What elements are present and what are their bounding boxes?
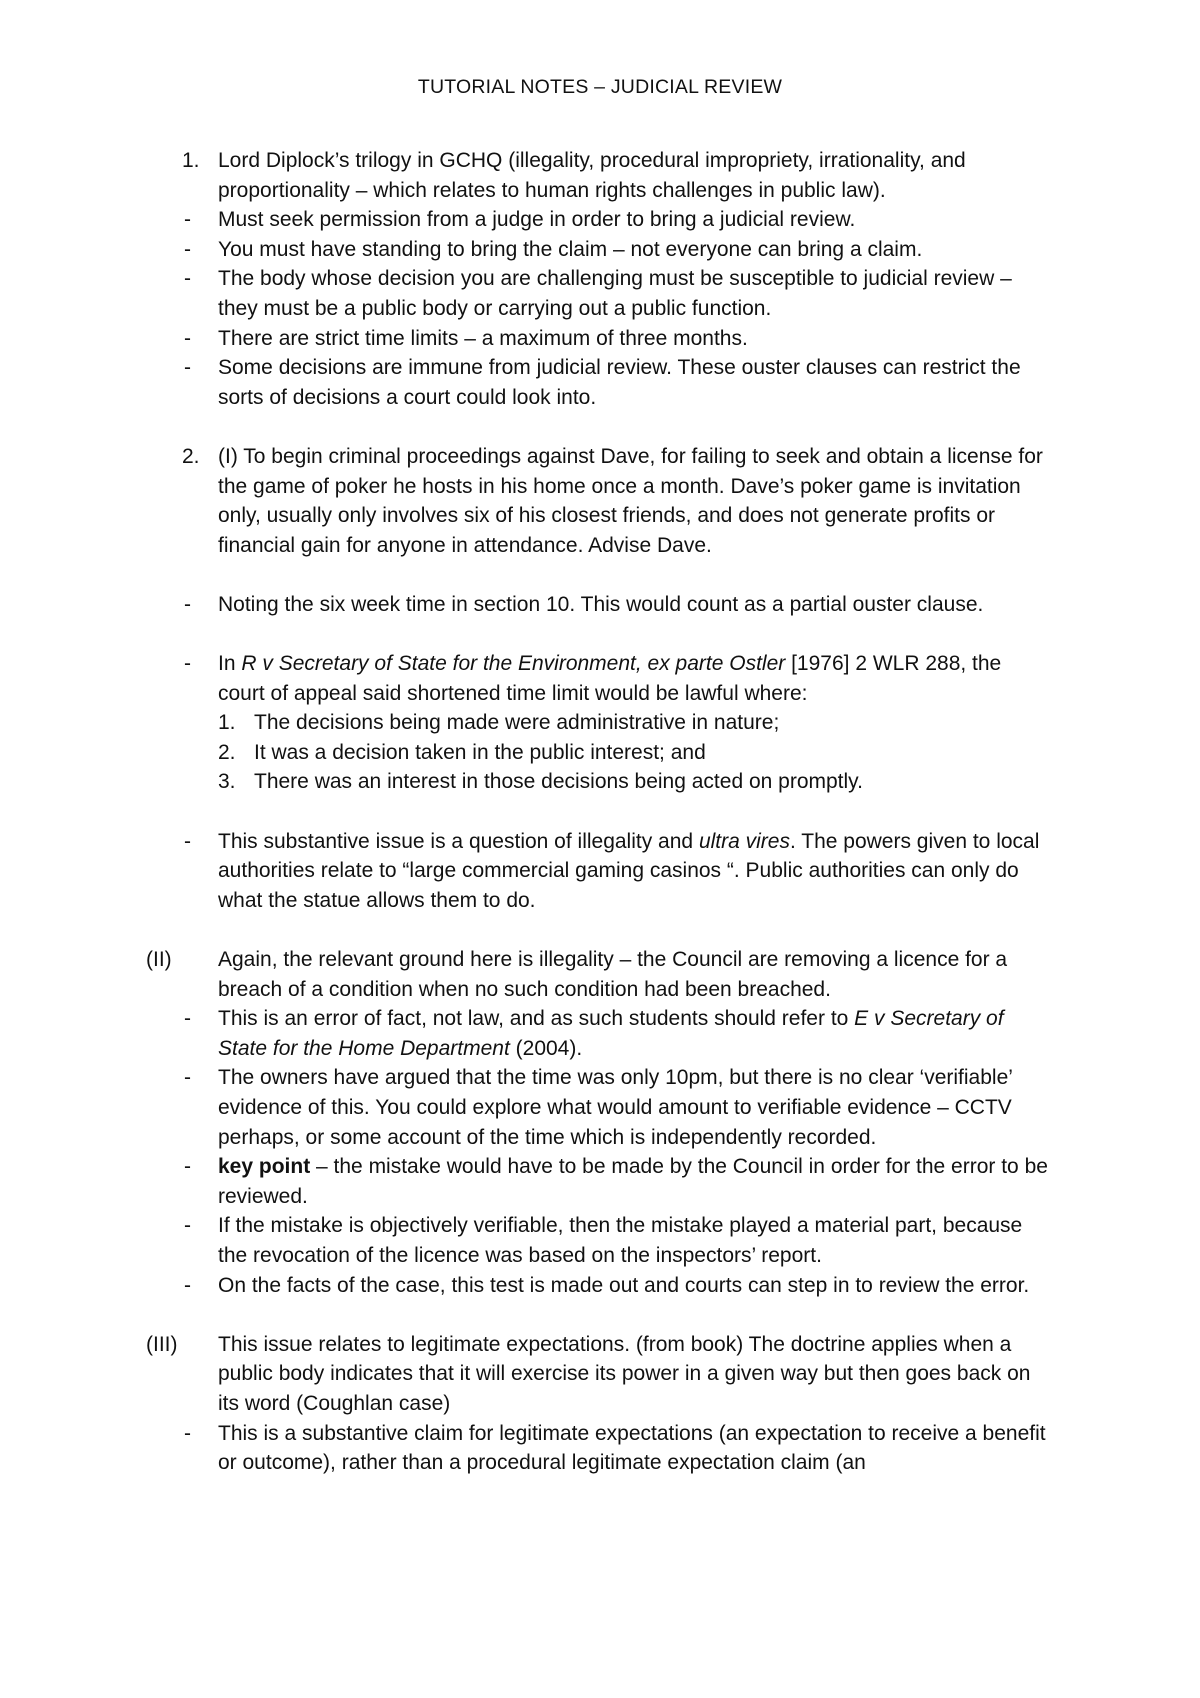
key-point-label: key point bbox=[218, 1155, 311, 1179]
bullet-text bbox=[218, 652, 1001, 705]
roman-numeral: (III) bbox=[146, 1332, 178, 1356]
bullet-item bbox=[0, 1419, 1200, 1478]
spacer bbox=[0, 915, 1200, 945]
text-run: . The powers given to local authorities relate to “large commercial gaming casinos “. Public authorities can only do what the statue allows them to do. bbox=[218, 829, 1040, 912]
text-run: (2004). bbox=[509, 1036, 583, 1060]
question-1 bbox=[0, 146, 1200, 205]
bullet-item bbox=[0, 353, 1200, 412]
case-name: E v Secretary of State for the Home Department bbox=[218, 1007, 1004, 1060]
text-run: [1976] 2 WLR 288, the court of appeal said shortened time limit would be lawful where: bbox=[218, 652, 1002, 705]
dash-marker: - bbox=[184, 592, 191, 616]
bullet-item bbox=[0, 235, 1200, 265]
bullet-item bbox=[0, 590, 1200, 620]
dash-marker: - bbox=[184, 829, 191, 853]
list-number: 1. bbox=[182, 149, 200, 172]
paragraph-text: (I) To begin criminal proceedings against Dave, for failing to seek and obtain a license for the game of poker he hosts in his home once a month. Dave’s poker game is invitation only, usually only involves six of his closest friends, and does not generate profits or financial gain for anyone in attendance. Advise Dave. bbox=[218, 444, 1043, 557]
question-2 bbox=[0, 442, 1200, 560]
bullet-text: If the mistake is objectively verifiable, then the mistake played a material part, because the revocation of the licence was based on the inspectors’ report. bbox=[218, 1214, 1023, 1267]
dash-marker: - bbox=[184, 237, 191, 261]
bullet-item bbox=[0, 205, 1200, 235]
bullet-item bbox=[0, 649, 1200, 708]
dash-marker: - bbox=[184, 326, 191, 350]
numbered-item bbox=[0, 708, 1200, 738]
bullet-text: Noting the six week time in section 10. This would count as a partial ouster clause. bbox=[218, 592, 984, 616]
bullet-item bbox=[0, 1152, 1200, 1211]
bullet-item bbox=[0, 1271, 1200, 1301]
spacer bbox=[0, 412, 1200, 442]
dash-marker: - bbox=[184, 1214, 191, 1238]
case-name: R v Secretary of State for the Environment, ex parte Ostler bbox=[241, 652, 786, 676]
spacer bbox=[0, 620, 1200, 650]
dash-marker: - bbox=[184, 208, 191, 232]
bullet-item bbox=[0, 1063, 1200, 1152]
list-number: 2. bbox=[182, 444, 200, 468]
paragraph-text: Again, the relevant ground here is illegality – the Council are removing a licence for a breach of a condition when no such condition had been breached. bbox=[218, 948, 1008, 1001]
bullet-item bbox=[0, 1211, 1200, 1270]
paragraph-text: Lord Diplock’s trilogy in GCHQ (illegality, procedural impropriety, irrationality, and proportionality – which relates to human rights challenges in public law). bbox=[218, 149, 966, 202]
numbered-item bbox=[0, 767, 1200, 797]
bullet-text: Some decisions are immune from judicial review. These ouster clauses can restrict the sorts of decisions a court could look into. bbox=[218, 356, 1021, 409]
dash-marker: - bbox=[184, 1066, 191, 1090]
document-body bbox=[0, 146, 1200, 1478]
roman-numeral: (II) bbox=[146, 948, 172, 972]
text-run: This is an error of fact, not law, and as such students should refer to bbox=[218, 1007, 855, 1031]
spacer bbox=[0, 560, 1200, 590]
dash-marker: - bbox=[184, 1273, 191, 1297]
list-number: 2. bbox=[218, 740, 236, 764]
bullet-text: The owners have argued that the time was only 10pm, but there is no clear ‘verifiable’ evidence of this. You could explore what would amount to verifiable evidence – CCTV perhaps, or some account of the time which is independently recorded. bbox=[218, 1066, 1013, 1149]
bullet-text: This is a substantive claim for legitimate expectations (an expectation to receive a benefit or outcome), rather than a procedural legitimate expectation claim (an bbox=[218, 1421, 1046, 1475]
list-number: 3. bbox=[218, 770, 236, 794]
bullet-text: You must have standing to bring the claim – not everyone can bring a claim. bbox=[218, 237, 923, 261]
bullet-text: There are strict time limits – a maximum of three months. bbox=[218, 326, 748, 350]
bullet-text bbox=[218, 1155, 1048, 1208]
dash-marker: - bbox=[184, 652, 191, 676]
text-run: This substantive issue is a question of illegality and bbox=[218, 829, 699, 853]
part-3 bbox=[0, 1330, 1200, 1419]
spacer bbox=[0, 797, 1200, 827]
bullet-text bbox=[218, 1007, 1004, 1060]
bullet-item bbox=[0, 324, 1200, 354]
numbered-item bbox=[0, 738, 1200, 768]
dash-marker: - bbox=[184, 1007, 191, 1031]
bullet-item bbox=[0, 264, 1200, 323]
text-run: In bbox=[218, 652, 242, 676]
bullet-text bbox=[218, 830, 1039, 912]
bullet-item bbox=[0, 827, 1200, 916]
numbered-text: It was a decision taken in the public interest; and bbox=[254, 740, 706, 764]
bullet-text: The body whose decision you are challenging must be susceptible to judicial review – they must be a public body or carrying out a public function. bbox=[218, 267, 1012, 320]
dash-marker: - bbox=[184, 1421, 191, 1445]
dash-marker: - bbox=[184, 267, 191, 291]
bullet-item bbox=[0, 1004, 1200, 1063]
latin-term: ultra vires bbox=[698, 829, 790, 853]
paragraph-text: This issue relates to legitimate expectations. (from book) The doctrine applies when a public body indicates that it will exercise its power in a given way but then goes back on its word (Coughlan case) bbox=[218, 1332, 1031, 1415]
text-run: – the mistake would have to be made by the Council in order for the error to be reviewed. bbox=[218, 1155, 1048, 1208]
list-number: 1. bbox=[218, 711, 236, 735]
numbered-text: There was an interest in those decisions being acted on promptly. bbox=[254, 770, 863, 794]
spacer bbox=[0, 1300, 1200, 1330]
dash-marker: - bbox=[184, 1155, 191, 1179]
numbered-text: The decisions being made were administrative in nature; bbox=[254, 711, 780, 735]
document-title: TUTORIAL NOTES – JUDICIAL REVIEW bbox=[417, 76, 783, 98]
bullet-text: On the facts of the case, this test is made out and courts can step in to review the error. bbox=[218, 1273, 1030, 1297]
part-2 bbox=[0, 945, 1200, 1004]
bullet-text: Must seek permission from a judge in order to bring a judicial review. bbox=[218, 208, 856, 232]
dash-marker: - bbox=[184, 356, 191, 380]
